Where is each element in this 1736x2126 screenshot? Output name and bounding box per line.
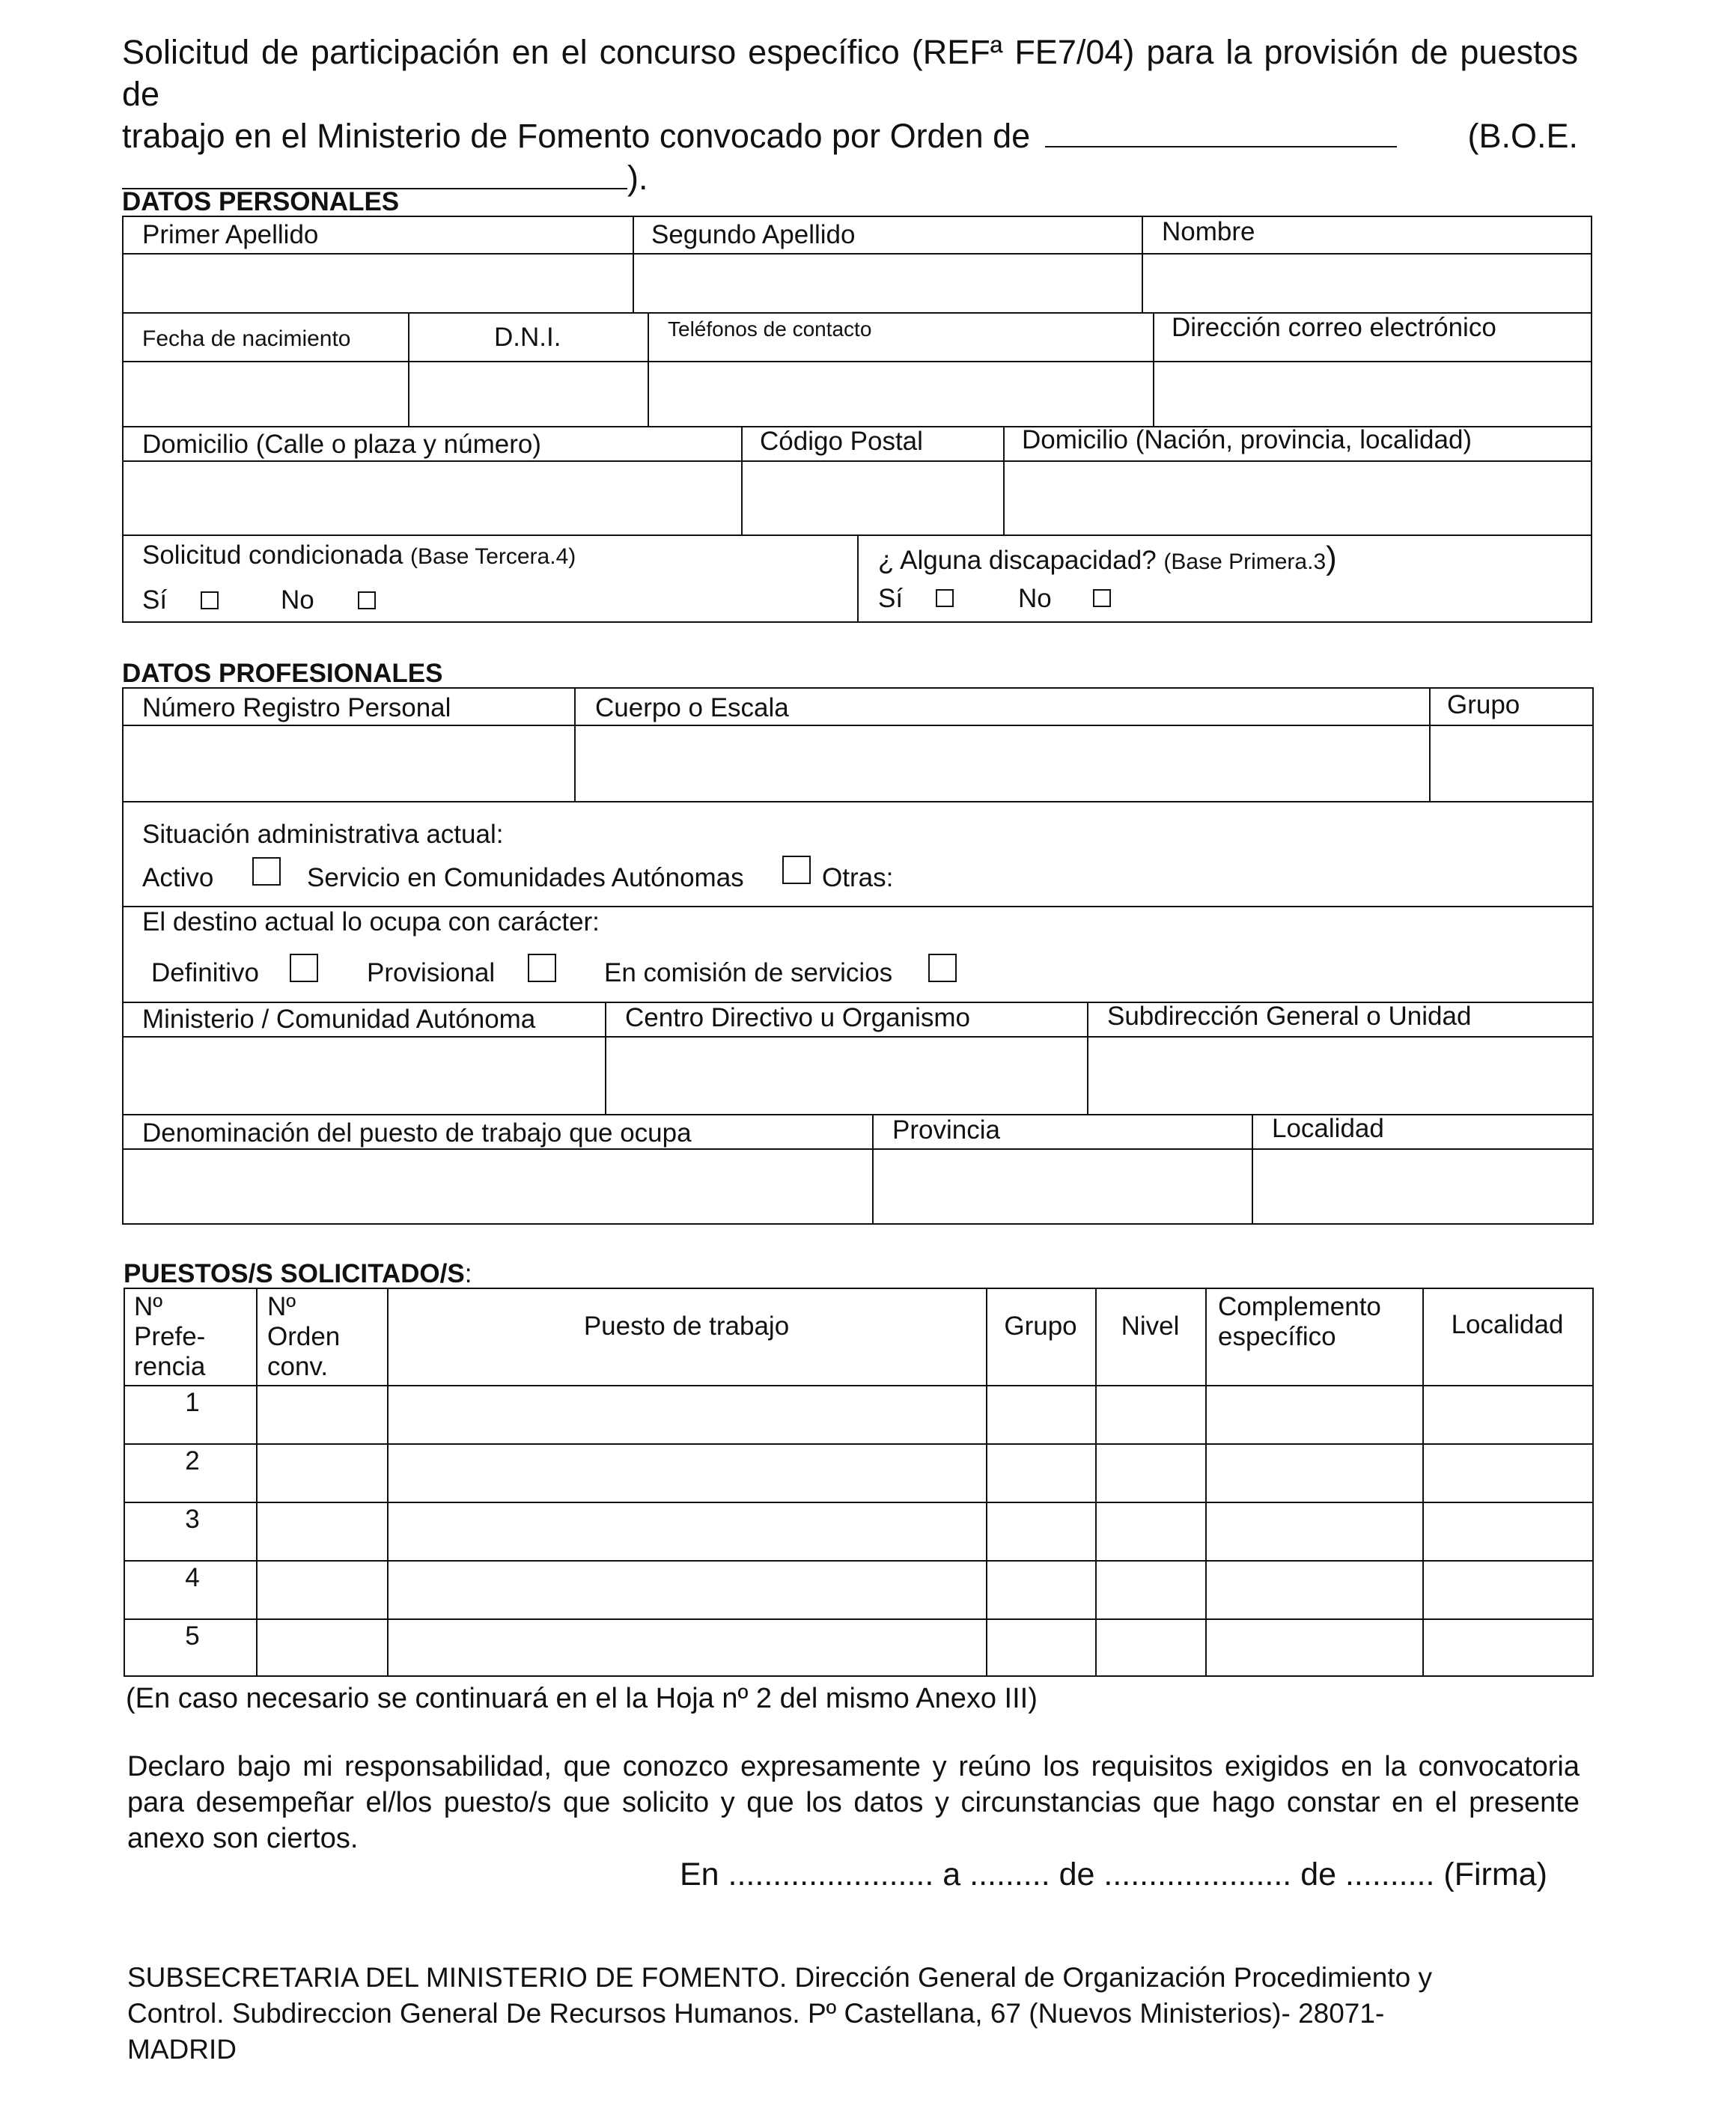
checkbox-activo[interactable]	[252, 857, 281, 886]
field-ministerio[interactable]	[126, 1039, 603, 1112]
personal-data-table	[122, 216, 1592, 623]
puestos-table	[124, 1288, 1594, 1677]
label-subdireccion: Subdirección General o Unidad	[1107, 1002, 1472, 1031]
header-pref-3: rencia	[134, 1352, 206, 1381]
header-orden-2: Orden	[267, 1322, 341, 1351]
checkbox-condicionada-si[interactable]	[201, 591, 219, 609]
header-orden	[267, 1292, 340, 1382]
checkbox-servicio-ccaa[interactable]	[782, 856, 811, 884]
label-grupo: Grupo	[1447, 690, 1520, 719]
declaration-text: Declaro bajo mi responsabilidad, que conozco expresamente y reúno los requisitos exigidos en la convocatoria para desempeñar el/los puesto/s que solicito y que los datos y circunstancias que hago constar en el presente anexo son ciertos.	[127, 1751, 1580, 1854]
continuation-note: (En caso necesario se continuará en el la Hoja nº 2 del mismo Anexo III)	[126, 1683, 1038, 1714]
intro-close: ).	[627, 159, 648, 197]
condicionada-base: (Base Tercera.4)	[410, 544, 576, 569]
label-domicilio-calle: Domicilio (Calle o plaza y número)	[142, 430, 541, 459]
field-fecha-nacimiento[interactable]	[126, 364, 406, 424]
label-definitivo: Definitivo	[151, 958, 259, 987]
field-correo[interactable]	[1156, 364, 1589, 424]
field-segundo-apellido[interactable]	[636, 256, 1139, 310]
header-orden-1: Nº	[267, 1292, 296, 1321]
header-complemento-2: específico	[1218, 1322, 1336, 1351]
row-number-5: 5	[185, 1621, 200, 1651]
label-telefonos: Teléfonos de contacto	[668, 317, 872, 341]
label-primer-apellido: Primer Apellido	[142, 220, 319, 249]
table-row[interactable]	[259, 1563, 1592, 1617]
checkbox-comision[interactable]	[928, 954, 957, 982]
field-centro[interactable]	[608, 1039, 1085, 1112]
puestos-title-text: PUESTOS/S SOLICITADO/S	[124, 1259, 465, 1288]
field-subdireccion[interactable]	[1090, 1039, 1591, 1112]
label-correo: Dirección correo electrónico	[1172, 313, 1496, 342]
checkbox-discapacidad-no[interactable]	[1093, 589, 1111, 607]
field-primer-apellido[interactable]	[126, 256, 630, 310]
label-domicilio-nacion: Domicilio (Nación, provincia, localidad)	[1022, 425, 1472, 454]
label-segundo-apellido: Segundo Apellido	[651, 220, 856, 249]
field-nombre[interactable]	[1145, 256, 1589, 310]
header-grupo: Grupo	[1004, 1312, 1077, 1341]
row-number-1: 1	[185, 1388, 200, 1417]
row-number-2: 2	[185, 1446, 200, 1475]
intro-line-1: Solicitud de participación en el concurso específico (REFª FE7/04) para la provisión de puestos de	[122, 33, 1578, 113]
table-row[interactable]	[259, 1505, 1592, 1559]
field-localidad[interactable]	[1255, 1151, 1591, 1221]
label-provincia: Provincia	[892, 1115, 1000, 1145]
checkbox-discapacidad-si[interactable]	[936, 589, 954, 607]
intro-paragraph	[122, 31, 1578, 199]
field-dni[interactable]	[411, 364, 645, 424]
label-provisional: Provisional	[367, 958, 496, 987]
table-row[interactable]	[259, 1388, 1592, 1442]
footer-line-2: Control. Subdireccion General De Recursos Humanos. Pº Castellana, 67 (Nuevos Ministerios)- 28071-	[127, 1998, 1385, 2029]
label-otras: Otras:	[822, 863, 894, 892]
label-destino: El destino actual lo ocupa con carácter:	[142, 907, 600, 936]
label-discapacidad-no: No	[1018, 584, 1052, 613]
header-pref-2: Prefe-	[134, 1322, 206, 1351]
discapacidad-text: ¿ Alguna discapacidad?	[878, 546, 1157, 575]
discapacidad-base: (Base Primera.3	[1163, 549, 1327, 574]
label-condicionada-no: No	[281, 585, 314, 615]
label-nombre: Nombre	[1162, 217, 1255, 246]
section-title-personal: DATOS PERSONALES	[122, 187, 400, 216]
label-discapacidad-si: Sí	[878, 584, 904, 613]
condicionada-text: Solicitud condicionada	[142, 540, 403, 570]
section-title-puestos	[124, 1259, 472, 1289]
label-dni: D.N.I.	[494, 323, 561, 352]
header-localidad: Localidad	[1451, 1310, 1564, 1339]
intro-line-2: trabajo en el Ministerio de Fomento convocado por Orden de	[122, 117, 1031, 155]
header-puesto: Puesto de trabajo	[583, 1312, 790, 1341]
orden-date-blank[interactable]	[1045, 116, 1397, 147]
footer-line-3: MADRID	[127, 2034, 237, 2065]
label-condicionada-si: Sí	[142, 585, 168, 615]
checkbox-definitivo[interactable]	[290, 954, 318, 982]
header-complemento	[1218, 1292, 1381, 1352]
label-activo: Activo	[142, 863, 214, 892]
label-localidad: Localidad	[1272, 1114, 1384, 1143]
label-solicitud-condicionada	[142, 540, 576, 572]
table-row[interactable]	[259, 1621, 1592, 1675]
label-nrp: Número Registro Personal	[142, 693, 451, 722]
section-title-professional: DATOS PROFESIONALES	[122, 659, 443, 688]
checkbox-provisional[interactable]	[528, 954, 556, 982]
checkbox-condicionada-no[interactable]	[358, 591, 376, 609]
boe-label: (B.O.E.	[1467, 117, 1578, 155]
field-codigo-postal[interactable]	[744, 463, 1001, 532]
label-fecha-nacimiento: Fecha de nacimiento	[142, 326, 351, 351]
discapacidad-paren: )	[1326, 540, 1337, 576]
label-comision: En comisión de servicios	[604, 958, 893, 987]
footer-line-1: SUBSECRETARIA DEL MINISTERIO DE FOMENTO. Dirección General de Organización Procedimiento y	[127, 1962, 1432, 1993]
header-preferencia	[134, 1292, 205, 1382]
label-codigo-postal: Código Postal	[760, 427, 923, 456]
label-ministerio: Ministerio / Comunidad Autónoma	[142, 1005, 536, 1034]
field-grupo[interactable]	[1432, 728, 1591, 799]
label-discapacidad	[878, 540, 1337, 577]
label-situacion: Situación administrativa actual:	[142, 820, 504, 849]
label-cuerpo: Cuerpo o Escala	[595, 693, 789, 722]
field-cuerpo[interactable]	[577, 728, 1427, 799]
header-orden-3: conv.	[267, 1352, 329, 1381]
field-nrp[interactable]	[126, 728, 572, 799]
row-number-4: 4	[185, 1563, 200, 1592]
field-denominacion[interactable]	[126, 1151, 870, 1221]
boe-date-blank[interactable]	[122, 158, 627, 189]
field-domicilio-calle[interactable]	[126, 463, 739, 532]
header-pref-1: Nº	[134, 1292, 163, 1321]
label-servicio-ccaa: Servicio en Comunidades Autónomas	[307, 863, 744, 892]
field-telefonos[interactable]	[651, 364, 1151, 424]
footer-address	[127, 1960, 1624, 2068]
label-denominacion: Denominación del puesto de trabajo que ocupa	[142, 1118, 692, 1148]
puestos-title-colon: :	[464, 1259, 472, 1288]
professional-data-table	[122, 687, 1594, 1225]
row-number-3: 3	[185, 1505, 200, 1534]
field-domicilio-nacion[interactable]	[1006, 463, 1589, 532]
field-provincia[interactable]	[875, 1151, 1249, 1221]
signature-line: En ....................... a ......... de ..................... de .......... (Firma)	[680, 1857, 1547, 1892]
header-nivel: Nivel	[1121, 1312, 1180, 1341]
header-complemento-1: Complemento	[1218, 1292, 1381, 1321]
table-row[interactable]	[259, 1446, 1592, 1500]
label-centro: Centro Directivo u Organismo	[625, 1003, 970, 1032]
